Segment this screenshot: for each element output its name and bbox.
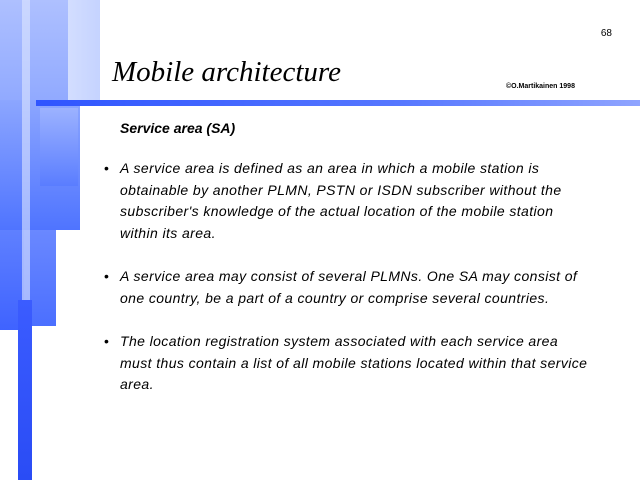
title-divider	[36, 100, 640, 106]
decorative-bar-cap	[40, 108, 78, 186]
bullet-text: A service area is defined as an area in which a mobile station is obtainable by another PLMN, PSTN or ISDN subscriber without the subscriber's knowledge of the actual location of the mobile station within its area.	[120, 160, 562, 241]
bullet-marker: •	[104, 333, 110, 349]
bullet-item	[104, 331, 594, 396]
bullet-text: The location registration system associated with each service area must thus contain a list of all mobile stations located within that service area.	[120, 333, 588, 392]
copyright-notice: ©O.Martikainen 1998	[506, 83, 575, 90]
page-number: 68	[600, 28, 612, 39]
decorative-bar-light	[22, 0, 30, 300]
bullet-marker: •	[104, 160, 110, 176]
bullet-item	[104, 158, 594, 244]
bullet-list	[104, 158, 594, 418]
bullet-text: A service area may consist of several PLMNs. One SA may consist of one country, be a part of a country or comprise several countries.	[120, 268, 578, 306]
slide-subtitle: Service area (SA)	[120, 120, 236, 136]
bullet-marker: •	[104, 268, 110, 284]
bullet-item	[104, 266, 594, 309]
decorative-bar-long	[18, 300, 32, 480]
slide-title: Mobile architecture	[112, 56, 341, 88]
